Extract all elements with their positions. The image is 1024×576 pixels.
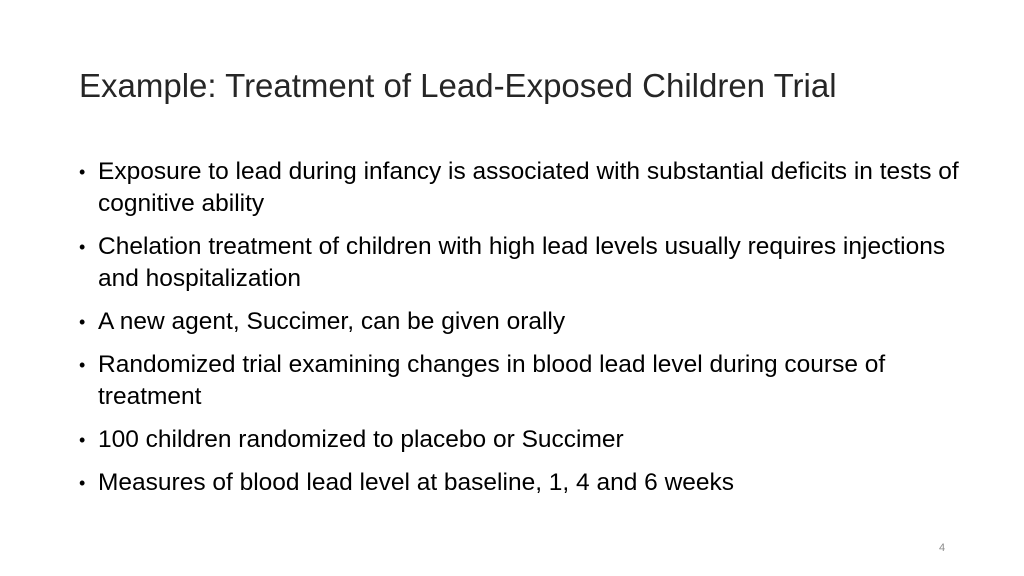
bullet-dot-icon: • [79, 162, 86, 182]
bullet-dot-icon: • [79, 430, 86, 450]
bullet-text: Measures of blood lead level at baseline, 1, 4 and 6 weeks [98, 469, 735, 496]
bullet-text: A new agent, Succimer, can be given orally [98, 308, 566, 335]
bullet-item [78, 231, 968, 295]
bullet-item [78, 467, 968, 499]
bullet-item [78, 424, 968, 456]
bullet-text: Chelation treatment of children with high lead levels usually requires injections and hospitalization [98, 233, 946, 292]
bullet-dot-icon: • [79, 237, 86, 257]
bullet-item [78, 306, 968, 338]
bullet-text: Exposure to lead during infancy is associated with substantial deficits in tests of cognitive ability [98, 158, 959, 217]
bullet-text: Randomized trial examining changes in blood lead level during course of treatment [98, 351, 886, 410]
bullet-item [78, 156, 968, 220]
bullet-item [78, 349, 968, 413]
bullet-text: 100 children randomized to placebo or Succimer [98, 426, 624, 453]
slide-title: Example: Treatment of Lead-Exposed Children Trial [79, 67, 837, 104]
bullet-dot-icon: • [79, 312, 86, 332]
bullet-dot-icon: • [79, 355, 86, 375]
bullet-dot-icon: • [79, 473, 86, 493]
page-number: 4 [938, 542, 946, 554]
bullet-list [78, 156, 968, 510]
